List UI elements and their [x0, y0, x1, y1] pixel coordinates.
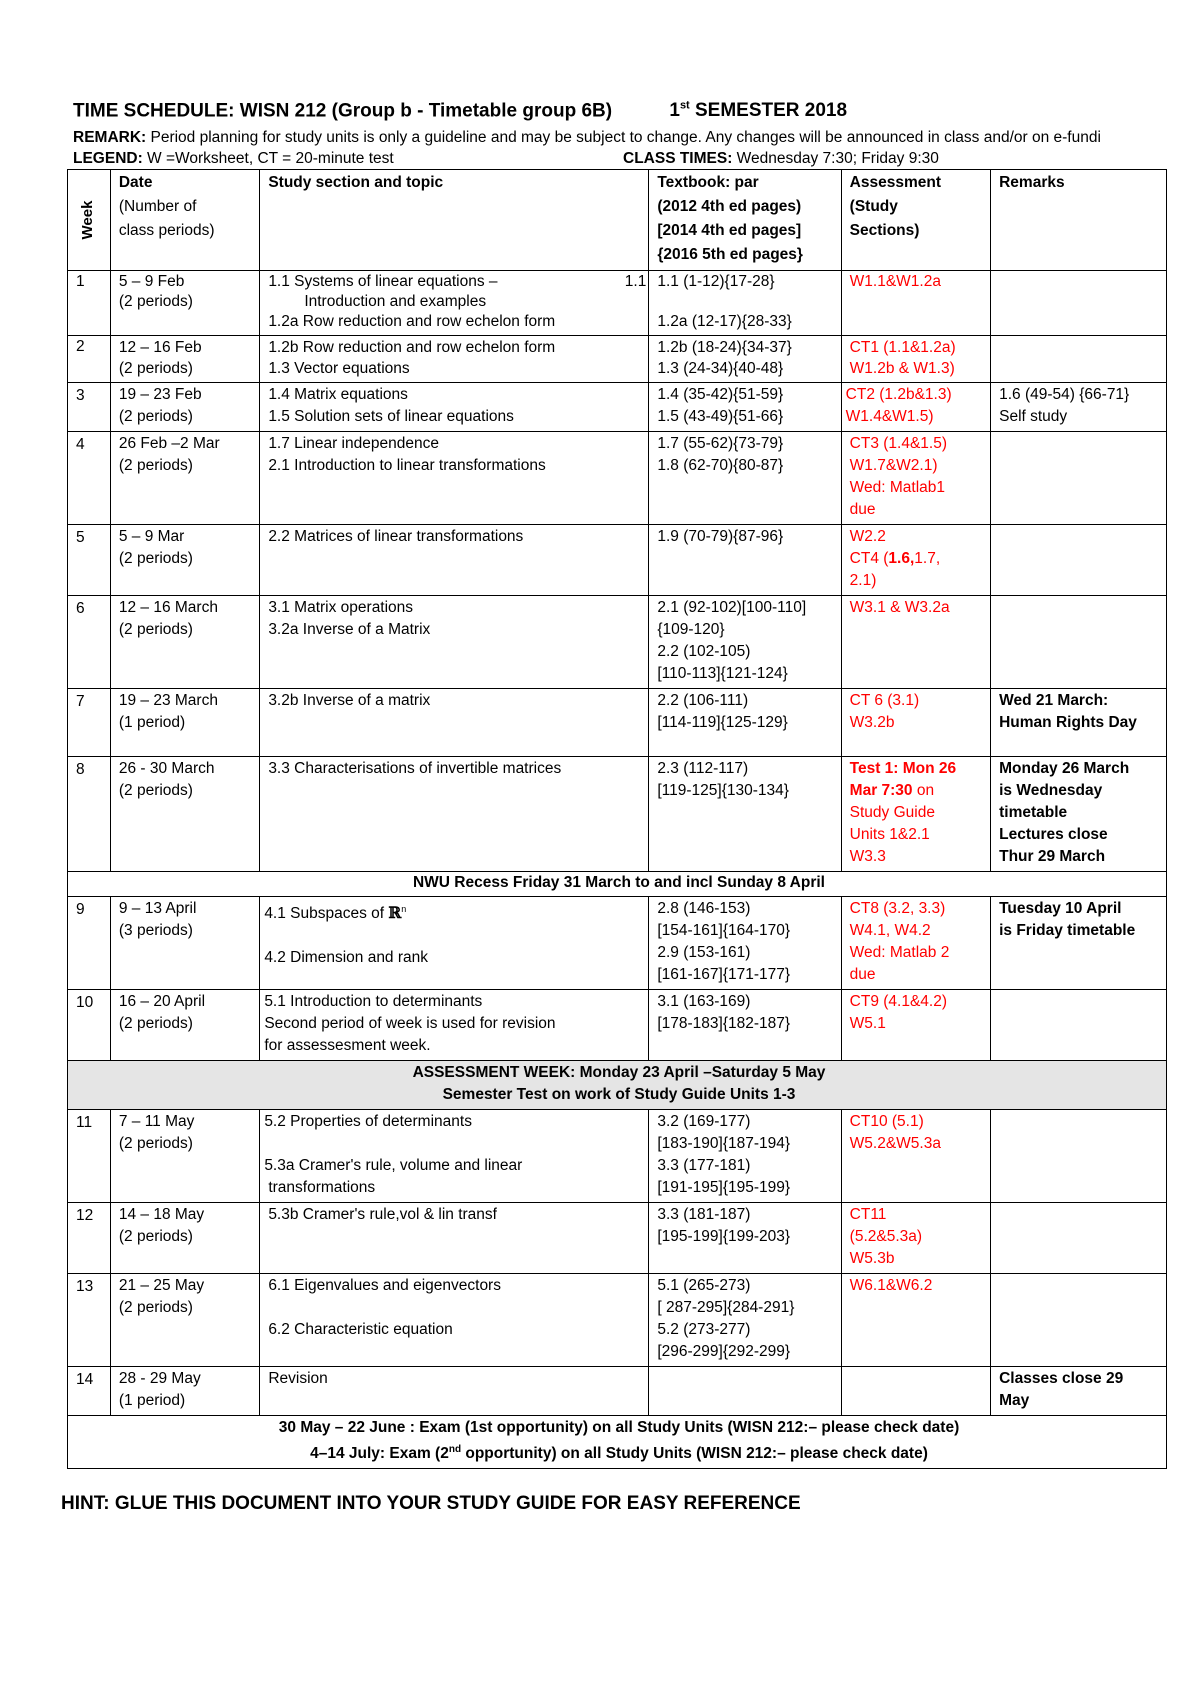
date-text: 28 - 29 May — [118, 1370, 201, 1388]
textbook-cell — [649, 1203, 841, 1274]
textbook-cell — [649, 689, 841, 757]
assessment-line: Wed: Matlab1 — [849, 479, 946, 497]
assessment-cell — [841, 525, 990, 596]
topic-line: 3.3 Characterisations of invertible matrices — [268, 760, 562, 778]
assessment-line: 2.1) — [849, 572, 877, 590]
remarks-line: Self study — [999, 408, 1068, 426]
remark-text: Period planning for study units is only a guideline and may be subject to change. Any changes will be announced in class and/or on e-fundi — [146, 129, 1101, 147]
textbook-cell — [649, 1274, 841, 1367]
week-num: 2 — [68, 336, 111, 383]
textbook-line: [110-113]{121-124} — [657, 665, 788, 683]
assessment-line: due — [849, 966, 876, 984]
assessment-line: W3.2b — [849, 714, 895, 732]
remarks-cell — [991, 689, 1167, 757]
exam-second-a: 4–14 July: Exam (2 — [310, 1445, 449, 1463]
topic-cell — [260, 1274, 649, 1367]
date-text: 5 – 9 Mar — [118, 528, 185, 546]
week-num: 11 — [68, 1110, 111, 1203]
remark-label: REMARK: — [73, 129, 147, 147]
assessment-line: CT 6 (3.1) — [849, 692, 920, 710]
assessment-cell — [841, 432, 990, 525]
textbook-line: 2.1 (92-102)[100-110] — [657, 599, 807, 617]
textbook-line: [154-161]{164-170} — [657, 922, 791, 940]
date-text: 14 – 18 May — [118, 1206, 205, 1224]
table-row — [68, 271, 1167, 336]
textbook-line: [296-299]{292-299} — [657, 1343, 791, 1361]
test-on: on — [912, 782, 935, 800]
periods-text: (2 periods) — [118, 1135, 193, 1153]
date-text: 7 – 11 May — [118, 1113, 195, 1131]
assessment-week-text: ASSESSMENT WEEK: Monday 23 April –Saturday 5 May — [412, 1064, 826, 1082]
topic-header: Study section and topic — [260, 170, 649, 271]
textbook-line: 1.9 (70-79){87-96} — [657, 528, 784, 546]
assessment-line — [850, 548, 986, 570]
spacer — [268, 1297, 644, 1319]
assessment-line: W2.2 — [849, 528, 886, 546]
assessment-line: CT8 (3.2, 3.3) — [849, 900, 946, 918]
assessment-line: Study Guide — [849, 804, 935, 822]
week-num: 5 — [68, 525, 111, 596]
assessment-line: W5.1 — [849, 1015, 886, 1033]
textbook-line: 2.8 (146-153) — [657, 900, 751, 918]
topic-line: 1.1 Systems of linear equations – — [268, 273, 498, 291]
remarks-cell — [991, 271, 1167, 336]
topic-cell — [260, 1203, 649, 1274]
textbook-cell — [649, 336, 841, 383]
table-row — [68, 525, 1167, 596]
date-cell — [110, 990, 259, 1061]
hint-footer: HINT: GLUE THIS DOCUMENT INTO YOUR STUDY GUIDE FOR EASY REFERENCE — [61, 1493, 801, 1515]
remarks-line: Thur 29 March — [999, 848, 1106, 866]
date-text: 26 Feb –2 Mar — [118, 435, 220, 453]
topic-marker: 1.1 — [624, 273, 647, 291]
assessment-cell — [841, 689, 990, 757]
assessment-line: W5.3b — [849, 1250, 895, 1268]
remarks-cell — [991, 1110, 1167, 1203]
textbook-line: {109-120} — [657, 621, 725, 639]
assessment-line: Test 1: Mon 26 — [849, 760, 957, 778]
semester-sup: st — [679, 100, 690, 112]
class-times-label: CLASS TIMES: — [623, 150, 733, 168]
textbook-line: 2.2 (102-105) — [657, 643, 751, 661]
date-cell — [110, 1274, 259, 1367]
topic-line: 2.2 Matrices of linear transformations — [268, 528, 524, 546]
topic-text: 4.1 Subspaces of — [264, 905, 389, 923]
assessment-line: CT1 (1.1&1.2a) — [849, 339, 956, 357]
textbook-line: 1.7 (55-62){73-79} — [657, 435, 784, 453]
assessment-line: W6.1&W6.2 — [849, 1277, 933, 1295]
textbook-cell — [649, 1110, 841, 1203]
test-time: Mar 7:30 — [849, 782, 913, 800]
remarks-line: May — [999, 1392, 1030, 1410]
remarks-cell — [991, 897, 1167, 990]
textbook-line: 2.2 (106-111) — [657, 692, 749, 710]
exam-first-text: 30 May – 22 June : Exam (1st opportunity) on all Study Units (WISN 212:– please check date) — [278, 1419, 960, 1437]
remarks-line: is Friday timetable — [999, 922, 1136, 940]
assessment-line: W3.3 — [849, 848, 886, 866]
date-cell — [110, 757, 259, 872]
week-num: 4 — [68, 432, 111, 525]
date-text: 12 – 16 Feb — [118, 339, 202, 357]
topic-line: 1.2b Row reduction and row echelon form — [268, 339, 556, 357]
remarks-cell — [991, 1203, 1167, 1274]
recess-text: NWU Recess Friday 31 March to and incl Sunday 8 April — [68, 872, 1167, 897]
table-row — [68, 336, 1167, 383]
date-cell — [110, 271, 259, 336]
periods-text: (2 periods) — [118, 550, 193, 568]
textbook-line: 1.2a (12-17){28-33} — [657, 313, 792, 331]
topic-cell — [260, 271, 649, 336]
assessment-cell — [841, 596, 990, 689]
tb-h1: Textbook: par — [657, 174, 759, 192]
topic-cell — [260, 336, 649, 383]
assessment-line: due — [849, 501, 876, 519]
topic-cell — [260, 897, 649, 990]
textbook-cell — [649, 383, 841, 432]
textbook-line: [195-199]{199-203} — [657, 1228, 791, 1246]
textbook-line: 2.9 (153-161) — [657, 944, 751, 962]
remarks-cell — [991, 525, 1167, 596]
title-text: TIME SCHEDULE: WISN 212 (Group b - Timetable group 6B) — [73, 100, 613, 122]
assessment-line: W1.7&W2.1) — [849, 457, 938, 475]
spacer — [657, 292, 836, 312]
date-header-sub2: class periods) — [118, 222, 215, 240]
textbook-line: [114-119]{125-129} — [657, 714, 788, 732]
exam-row — [68, 1416, 1167, 1469]
topic-cell — [260, 432, 649, 525]
date-text: 12 – 16 March — [118, 599, 218, 617]
assessment-cell — [841, 1367, 990, 1416]
remark — [73, 127, 1163, 148]
schedule-page — [61, 100, 1167, 1515]
week-num: 8 — [68, 757, 111, 872]
spacer — [264, 925, 644, 947]
exam-cell — [68, 1416, 1167, 1469]
periods-text: (2 periods) — [118, 1228, 193, 1246]
semester-rest: SEMESTER 2018 — [689, 100, 848, 122]
textbook-line: [183-190]{187-194} — [657, 1135, 791, 1153]
periods-text: (1 period) — [118, 1392, 186, 1410]
textbook-cell — [649, 432, 841, 525]
assessment-line: CT3 (1.4&1.5) — [849, 435, 948, 453]
assessment-line: Wed: Matlab 2 — [849, 944, 950, 962]
topic-line: 2.1 Introduction to linear transformations — [268, 457, 546, 475]
topic-cell — [260, 757, 649, 872]
semester-num: 1 — [669, 100, 680, 122]
periods-text: (3 periods) — [118, 922, 193, 940]
textbook-line: 1.2b (18-24){34-37} — [657, 339, 792, 357]
tb-h2: (2012 4th ed pages) — [657, 198, 802, 216]
legend — [73, 148, 1167, 169]
topic-line: 4.2 Dimension and rank — [264, 949, 429, 967]
week-num: 12 — [68, 1203, 111, 1274]
assessment-line: CT9 (4.1&4.2) — [849, 993, 948, 1011]
remarks-cell — [991, 432, 1167, 525]
textbook-line: 3.1 (163-169) — [657, 993, 751, 1011]
topic-cell — [260, 383, 649, 432]
remarks-line: Lectures close — [999, 826, 1108, 844]
tb-h4: {2016 5th ed pages} — [657, 246, 803, 264]
textbook-line: 2.3 (112-117) — [657, 760, 749, 778]
assessment-line: W5.2&W5.3a — [849, 1135, 941, 1153]
assessment-cell — [841, 271, 990, 336]
assessment-week-row — [68, 1061, 1167, 1110]
topic-line: 3.2a Inverse of a Matrix — [268, 621, 431, 639]
textbook-line: [119-125]{130-134} — [657, 782, 789, 800]
textbook-header — [649, 170, 841, 271]
assessment-cell — [841, 757, 990, 872]
remarks-line: Classes close 29 — [999, 1370, 1124, 1388]
assessment-line: CT10 (5.1) — [849, 1113, 924, 1131]
textbook-cell — [649, 1367, 841, 1416]
topic-line: 6.1 Eigenvalues and eigenvectors — [268, 1277, 501, 1295]
ct4-bold: 1.6, — [888, 550, 915, 568]
textbook-line: [178-183]{182-187} — [657, 1015, 791, 1033]
real-numbers-symbol: ℝ — [388, 903, 402, 923]
assessment-cell — [841, 897, 990, 990]
remarks-line: Monday 26 March — [999, 760, 1130, 778]
topic-cell — [260, 525, 649, 596]
topic-line: 5.2 Properties of determinants — [264, 1113, 472, 1131]
date-header-sub1: (Number of — [118, 198, 197, 216]
topic-line: 5.1 Introduction to determinants — [264, 993, 483, 1011]
assessment-line: W1.1&W1.2a — [849, 273, 941, 291]
week-num: 10 — [68, 990, 111, 1061]
periods-text: (2 periods) — [118, 293, 193, 311]
remarks-cell — [991, 383, 1167, 432]
date-cell — [110, 1367, 259, 1416]
remarks-line: Tuesday 10 April — [999, 900, 1122, 918]
date-cell — [110, 432, 259, 525]
date-cell — [110, 525, 259, 596]
exam-second-b: opportunity) on all Study Units (WISN 212:– please check date) — [461, 1445, 928, 1463]
remarks-line: Human Rights Day — [999, 714, 1137, 732]
remarks-cell — [991, 1274, 1167, 1367]
textbook-line: 5.2 (273-277) — [657, 1321, 751, 1339]
topic-line: Introduction and examples — [304, 293, 487, 311]
date-cell — [110, 897, 259, 990]
remarks-cell — [991, 990, 1167, 1061]
tb-h3: [2014 4th ed pages] — [657, 222, 802, 240]
remarks-line: timetable — [999, 804, 1068, 822]
topic-line: 3.2b Inverse of a matrix — [268, 692, 431, 710]
exam-second-sup: nd — [448, 1444, 462, 1456]
assessment-line: W1.4&W1.5) — [845, 408, 934, 426]
semester-test-text: Semester Test on work of Study Guide Units 1-3 — [442, 1086, 796, 1104]
as-h3: Sections) — [849, 222, 920, 240]
textbook-line: 3.3 (181-187) — [657, 1206, 751, 1224]
textbook-cell — [649, 596, 841, 689]
week-num: 9 — [68, 897, 111, 990]
topic-line: 1.7 Linear independence — [268, 435, 439, 453]
date-text: 19 – 23 Feb — [118, 386, 202, 404]
date-text: 16 – 20 April — [118, 993, 206, 1011]
date-text: 5 – 9 Feb — [118, 273, 185, 291]
class-times — [623, 148, 939, 169]
periods-text: (2 periods) — [118, 360, 193, 378]
date-cell — [110, 383, 259, 432]
topic-line: transformations — [268, 1179, 376, 1197]
table-row — [68, 990, 1167, 1061]
periods-text: (2 periods) — [118, 782, 193, 800]
assessment-line — [850, 780, 986, 802]
textbook-line: 3.2 (169-177) — [657, 1113, 751, 1131]
date-cell — [110, 336, 259, 383]
topic-line: 5.3b Cramer's rule,vol & lin transf — [268, 1206, 497, 1224]
ct4-prefix: CT4 ( — [849, 550, 889, 568]
textbook-cell — [649, 897, 841, 990]
textbook-line: 1.4 (35-42){51-59} — [657, 386, 784, 404]
textbook-line: 1.8 (62-70){80-87} — [657, 457, 784, 475]
textbook-line: 1.3 (24-34){40-48} — [657, 360, 784, 378]
topic-line — [264, 898, 644, 925]
remarks-cell — [991, 596, 1167, 689]
as-h1: Assessment — [849, 174, 941, 192]
textbook-cell — [649, 990, 841, 1061]
week-num: 14 — [68, 1367, 111, 1416]
topic-cell — [260, 596, 649, 689]
date-cell — [110, 1110, 259, 1203]
periods-text: (2 periods) — [118, 1015, 193, 1033]
remarks-cell — [991, 1367, 1167, 1416]
week-num: 6 — [68, 596, 111, 689]
week-num: 3 — [68, 383, 111, 432]
as-h2: (Study — [849, 198, 898, 216]
assessment-cell — [841, 1110, 990, 1203]
periods-text: (1 period) — [118, 714, 186, 732]
document-title — [73, 100, 1167, 122]
topic-cell — [260, 689, 649, 757]
topic-line: 6.2 Characteristic equation — [268, 1321, 453, 1339]
topic-line: for assessesment week. — [264, 1037, 431, 1055]
topic-cell — [260, 990, 649, 1061]
date-text: 21 – 25 May — [118, 1277, 205, 1295]
week-num: 7 — [68, 689, 111, 757]
textbook-cell — [649, 271, 841, 336]
textbook-line: 1.1 (1-12){17-28} — [657, 273, 775, 291]
table-row — [68, 383, 1167, 432]
topic-line: 5.3a Cramer's rule, volume and linear — [264, 1157, 523, 1175]
assessment-line: Units 1&2.1 — [849, 826, 930, 844]
assessment-week-cell — [68, 1061, 1167, 1110]
date-header — [110, 170, 259, 271]
assessment-cell — [841, 990, 990, 1061]
topic-cell — [260, 1367, 649, 1416]
remarks-line: Wed 21 March: — [999, 692, 1109, 710]
remarks-cell — [991, 757, 1167, 872]
exam-second-text — [76, 1439, 1162, 1465]
textbook-line: 3.3 (177-181) — [657, 1157, 751, 1175]
table-row — [68, 897, 1167, 990]
week-header-text: Week — [79, 200, 96, 240]
periods-text: (2 periods) — [118, 408, 193, 426]
textbook-line: 5.1 (265-273) — [657, 1277, 751, 1295]
table-row — [68, 1203, 1167, 1274]
table-row — [68, 1274, 1167, 1367]
legend-text: W =Worksheet, CT = 20-minute test — [142, 150, 394, 168]
legend-label: LEGEND: — [73, 150, 143, 168]
table-row — [68, 757, 1167, 872]
textbook-line: [191-195]{195-199} — [657, 1179, 791, 1197]
date-text: 9 – 13 April — [118, 900, 197, 918]
assessment-cell — [841, 336, 990, 383]
date-cell — [110, 689, 259, 757]
topic-line: 1.2a Row reduction and row echelon form — [268, 313, 556, 331]
schedule-table — [67, 169, 1167, 1469]
date-header-text: Date — [118, 174, 153, 192]
remarks-cell — [991, 336, 1167, 383]
textbook-cell — [649, 525, 841, 596]
week-num: 1 — [68, 271, 111, 336]
assessment-cell — [841, 383, 990, 432]
table-row — [68, 432, 1167, 525]
textbook-line: [161-167]{171-177} — [657, 966, 791, 984]
topic-line: 3.1 Matrix operations — [268, 599, 414, 617]
remarks-line: is Wednesday — [999, 782, 1103, 800]
remarks-header: Remarks — [991, 170, 1167, 271]
ct4-rest: 1.7, — [914, 550, 941, 568]
date-text: 19 – 23 March — [118, 692, 218, 710]
textbook-cell — [649, 757, 841, 872]
week-num: 13 — [68, 1274, 111, 1367]
periods-text: (2 periods) — [118, 457, 193, 475]
spacer — [264, 1133, 644, 1155]
assessment-line: W4.1, W4.2 — [849, 922, 931, 940]
recess-row — [68, 872, 1167, 897]
topic-line: Revision — [268, 1370, 328, 1388]
semester-label — [669, 100, 847, 121]
periods-text: (2 periods) — [118, 1299, 193, 1317]
header-row — [68, 170, 1167, 271]
periods-text: (2 periods) — [118, 621, 193, 639]
topic-line: 1.5 Solution sets of linear equations — [268, 408, 514, 426]
class-times-text: Wednesday 7:30; Friday 9:30 — [732, 150, 939, 168]
remarks-line: 1.6 (49-54) {66-71} — [999, 386, 1130, 404]
assessment-cell — [841, 1203, 990, 1274]
assessment-cell — [841, 1274, 990, 1367]
assessment-line: CT11 — [849, 1206, 887, 1224]
week-header — [68, 170, 111, 271]
table-row — [68, 596, 1167, 689]
date-text: 26 - 30 March — [118, 760, 215, 778]
topic-cell — [260, 1110, 649, 1203]
table-row — [68, 1110, 1167, 1203]
assessment-header — [841, 170, 990, 271]
topic-line: 1.3 Vector equations — [268, 360, 410, 378]
assessment-line: W3.1 & W3.2a — [849, 599, 950, 617]
topic-line: 1.4 Matrix equations — [268, 386, 408, 404]
assessment-line: W1.2b & W1.3) — [849, 360, 955, 378]
superscript-n: n — [401, 904, 407, 915]
textbook-line: [ 287-295]{284-291} — [657, 1299, 795, 1317]
table-row — [68, 1367, 1167, 1416]
topic-line: Second period of week is used for revision — [264, 1015, 556, 1033]
assessment-line: CT2 (1.2b&1.3) — [845, 386, 952, 404]
date-cell — [110, 1203, 259, 1274]
date-cell — [110, 596, 259, 689]
table-row — [68, 689, 1167, 757]
textbook-line: 1.5 (43-49){51-66} — [657, 408, 784, 426]
assessment-line: (5.2&5.3a) — [849, 1228, 923, 1246]
